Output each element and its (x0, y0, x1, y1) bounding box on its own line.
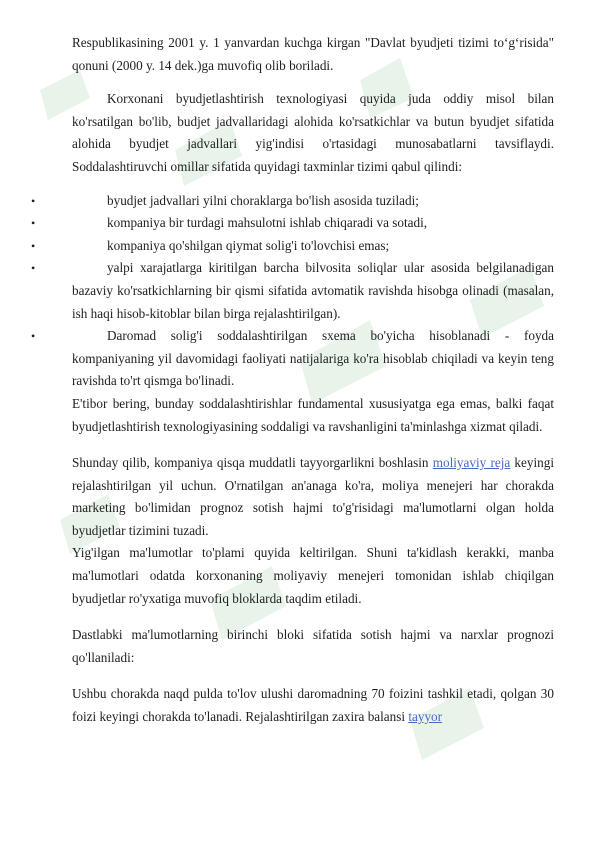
list-item-text: kompaniya bir turdagi mahsulotni ishlab chiqaradi va sotadi, (107, 215, 428, 231)
paragraph-note: E'tibor bering, bunday soddalashtirishlar fundamental xususiyatga ega emas, balki faqat byudjetlashtirish texnologiyasining soddaligi va ravshanligini ta'minlashga xizmat qiladi. (72, 395, 554, 434)
paragraph-law: Respublikasining 2001 y. 1 yanvardan kuchga kirgan "Davlat byudjeti tizimi to‘g‘risida" qonuni (2000 y. 14 dek.)ga muvofiq olib boriladi. (72, 35, 554, 73)
bullet-icon: • (31, 329, 36, 344)
list-item (31, 257, 554, 325)
list-item-text: kompaniya qo'shilgan qiymat solig'i to'lovchisi emas; (107, 237, 390, 253)
paragraph-payment (72, 683, 554, 728)
list-item (31, 325, 554, 393)
bullet-icon: • (31, 193, 36, 208)
financial-plan-link[interactable]: moliyaviy reja (432, 455, 511, 471)
paragraph-plan-text: Shunday qilib, kompaniya qisqa muddatli tayyorgarlikni boshlasin (72, 455, 433, 471)
bullet-icon: • (31, 238, 36, 253)
document-page (31, 32, 554, 729)
paragraph-plan (72, 452, 554, 542)
paragraph-intro-text: Korxonani byudjetlashtirish texnologiyasi quyida juda oddiy misol bilan ko'rsatilgan bo'lib, budjet jadvallaridagi alohida ko'rsatkichlar va butun byudjet sifatida alohida byudjet jadvallari yig'indisi o'rtasidagi munosabatlarni tavsiflaydi. Soddalashtiruvchi omillar sifatida quyidagi taxminlar tizimi qabul qilindi: (72, 91, 554, 174)
ready-link[interactable]: tayyor (408, 709, 443, 725)
bullet-icon: • (31, 261, 36, 276)
list-item-text: yalpi xarajatlarga kiritilgan barcha bilvosita soliqlar ular asosida belgilanadigan bazaviy ko'rsatkichlarning bir qismi sifatida avtomatik ravishda hisobga olinadi (masalan, ish haqi hisob-kitoblar bilan birga rejalashtirilgan). (72, 260, 554, 321)
paragraph-first-block: Dastlabki ma'lumotlarning birinchi bloki sifatida sotish hajmi va narxlar prognozi qo'llaniladi: (72, 627, 554, 665)
paragraph-plan-text-rest: keyingi rejalashtirilgan yil uchun. O'rnatilgan an'anaga ko'ra, moliya menejeri har chorakda marketing bo'limidan prognoz sotish hajmi to'g'risidagi ma'lumotlarni olgan holda byudjetlar tizimini tuzadi. (72, 455, 554, 538)
list-item (31, 235, 554, 258)
paragraph-intro (72, 88, 554, 178)
list-item-text: Daromad solig'i soddalashtirilgan sxema bo'yicha hisoblanadi - foyda kompaniyaning yil davomidagi faoliyati natijalariga ko'ra hisoblab chiqiladi va keyin teng ravishda to'rt qismga bo'linadi. (72, 328, 554, 389)
list-item (31, 212, 554, 235)
list-item-text: byudjet jadvallari yilni choraklarga bo'lish asosida tuziladi; (107, 192, 419, 208)
bullet-icon: • (31, 216, 36, 231)
list-item (31, 190, 554, 213)
paragraph-payment-text: Ushbu chorakda naqd pulda to'lov ulushi daromadning 70 foizini tashkil etadi, qolgan 30 foizi keyingi chorakda to'lanadi. Rejalashtirilgan zaxira balansi (72, 686, 554, 725)
paragraph-data-set: Yig'ilgan ma'lumotlar to'plami quyida keltirilgan. Shuni ta'kidlash kerakki, manba ma'lumotlari odatda korxonaning moliyaviy menejeri tomonidan ishlab chiqilgan byudjetlar ro'yxatiga muvofiq bloklarda taqdim etiladi. (72, 545, 554, 606)
